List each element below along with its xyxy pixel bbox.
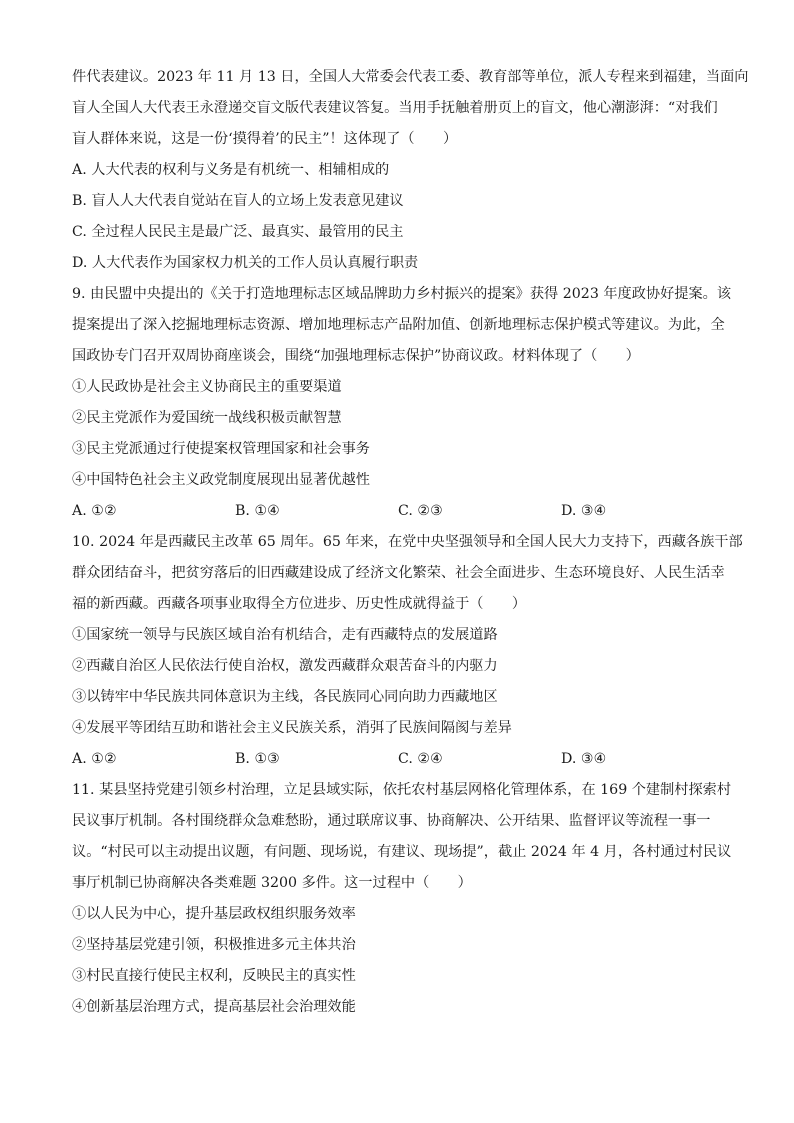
q9-stem-line: 提案提出了深入挖掘地理标志资源、增加地理标志产品附加值、创新地理标志保护模式等建议。为此，全 bbox=[72, 317, 725, 333]
q10-stem-line: 群众团结奋斗，把贫穷落后的旧西藏建设成了经济文化繁荣、社会全面进步、生态环境良好、人民生活幸 bbox=[72, 565, 725, 581]
q8-option-a: A. 人大代表的权利与义务是有机统一、相辅相成的 bbox=[72, 162, 390, 178]
question-9 bbox=[72, 279, 732, 527]
q8-stem-line: 盲人全国人大代表王永澄递交盲文版代表建议答复。当用手抚触着册页上的盲文，他心潮澎湃：“对我们 bbox=[72, 100, 718, 116]
q11-item-3: ③村民直接行使民主权利，反映民主的真实性 bbox=[72, 968, 356, 984]
q9-item-4: ④中国特色社会主义政党制度展现出显著优越性 bbox=[72, 472, 370, 488]
q9-choices bbox=[72, 496, 724, 527]
q8-option-b: B. 盲人人大代表自觉站在盲人的立场上发表意见建议 bbox=[72, 193, 404, 209]
q10-choice-d: D. ③④ bbox=[561, 751, 607, 767]
q8-stem-line: 件代表建议。2023 年 11 月 13 日，全国人大常委会代表工委、教育部等单位，派人专程来到福建，当面向 bbox=[72, 69, 749, 85]
q9-choice-d: D. ③④ bbox=[561, 503, 607, 519]
q11-stem-line: 11. 某县坚持党建引领乡村治理，立足县域实际，依托农村基层网格化管理体系，在 169 个建制村探索村 bbox=[72, 782, 732, 798]
q9-item-1: ①人民政协是社会主义协商民主的重要渠道 bbox=[72, 379, 342, 395]
q10-item-1: ①国家统一领导与民族区域自治有机结合，走有西藏特点的发展道路 bbox=[72, 627, 498, 643]
q11-stem-line: 民议事厅机制。各村围绕群众急难愁盼，通过联席议事、协商解决、公开结果、监督评议等流程一事一 bbox=[72, 813, 711, 829]
q11-item-4: ④创新基层治理方式，提高基层社会治理效能 bbox=[72, 999, 356, 1015]
q11-stem-line: 议。“村民可以主动提出议题，有问题、现场说，有建议、现场提”，截止 2024 年 4 月，各村通过村民议 bbox=[72, 844, 732, 860]
q9-choice-b: B. ①④ bbox=[235, 503, 280, 519]
q10-choice-a: A. ①② bbox=[72, 751, 117, 767]
q10-item-2: ②西藏自治区人民依法行使自治权，激发西藏群众艰苦奋斗的内驱力 bbox=[72, 658, 498, 674]
q10-choice-b: B. ①③ bbox=[235, 751, 280, 767]
q10-item-4: ④发展平等团结互助和谐社会主义民族关系，消弭了民族间隔阂与差异 bbox=[72, 720, 512, 736]
q9-stem-line: 9. 由民盟中央提出的《关于打造地理标志区域品牌助力乡村振兴的提案》获得 2023 年度政协好提案。该 bbox=[72, 286, 732, 302]
q10-choice-c: C. ②④ bbox=[398, 751, 443, 767]
question-11 bbox=[72, 775, 732, 1023]
q10-choices bbox=[72, 744, 724, 775]
question-8 bbox=[72, 62, 749, 279]
q10-stem-line: 10. 2024 年是西藏民主改革 65 周年。65 年来，在党中央坚强领导和全国人民大力支持下，西藏各族干部 bbox=[72, 534, 743, 550]
exam-page bbox=[72, 62, 749, 1023]
q9-choice-a: A. ①② bbox=[72, 503, 117, 519]
q9-item-3: ③民主党派通过行使提案权管理国家和社会事务 bbox=[72, 441, 370, 457]
q8-option-d: D. 人大代表作为国家权力机关的工作人员认真履行职责 bbox=[72, 255, 419, 271]
q9-choice-c: C. ②③ bbox=[398, 503, 443, 519]
q10-stem-line: 福的新西藏。西藏各项事业取得全方位进步、历史性成就得益于（ ） bbox=[72, 596, 527, 612]
q11-stem-line: 事厅机制已协商解决各类难题 3200 多件。这一过程中（ ） bbox=[72, 875, 472, 891]
q8-stem-line: 盲人群体来说，这是一份‘摸得着’的民主”！这体现了（ ） bbox=[72, 131, 458, 147]
q10-item-3: ③以铸牢中华民族共同体意识为主线，各民族同心同向助力西藏地区 bbox=[72, 689, 498, 705]
q11-item-1: ①以人民为中心，提升基层政权组织服务效率 bbox=[72, 906, 356, 922]
q8-option-c: C. 全过程人民民主是最广泛、最真实、最管用的民主 bbox=[72, 224, 404, 240]
q9-item-2: ②民主党派作为爱国统一战线积极贡献智慧 bbox=[72, 410, 342, 426]
q9-stem-line: 国政协专门召开双周协商座谈会，围绕“加强地理标志保护”协商议政。材料体现了（ ） bbox=[72, 348, 640, 364]
question-10 bbox=[72, 527, 743, 775]
q11-item-2: ②坚持基层党建引领，积极推进多元主体共治 bbox=[72, 937, 356, 953]
